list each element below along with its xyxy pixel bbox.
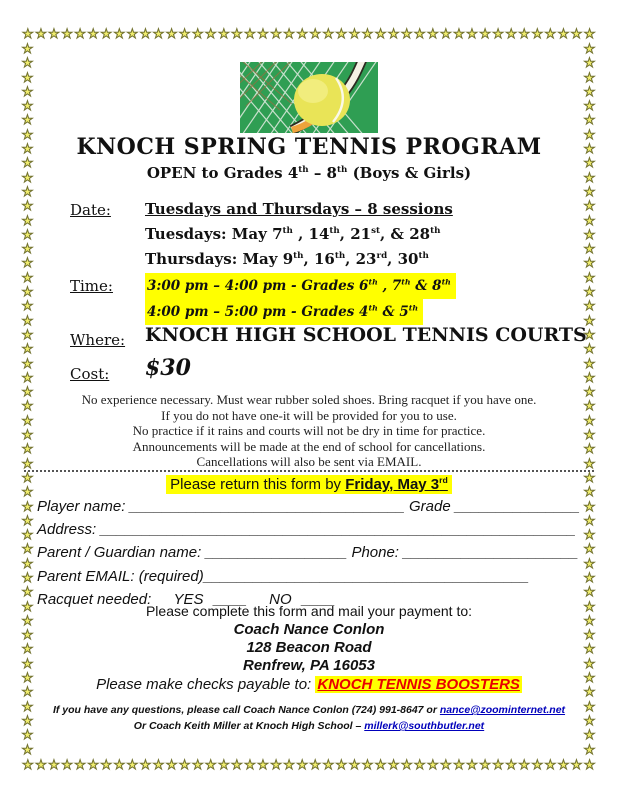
star-icon: ★ — [583, 41, 596, 56]
star-icon: ★ — [583, 112, 596, 128]
star-icon: ★ — [100, 26, 113, 41]
star-icon: ★ — [126, 757, 139, 772]
star-icon: ★ — [583, 55, 596, 71]
mail-city: Renfrew, PA 16053 — [242, 657, 375, 674]
star-icon: ★ — [21, 255, 34, 271]
star-icon: ★ — [191, 26, 204, 41]
star-icon: ★ — [348, 26, 361, 41]
star-icon: ★ — [21, 698, 34, 714]
star-icon: ★ — [453, 26, 465, 41]
mail-street: 128 Beacon Road — [246, 639, 372, 656]
time-label: Time: — [70, 277, 113, 295]
star-icon: ★ — [335, 757, 348, 772]
star-icon: ★ — [21, 612, 34, 628]
star-icon: ★ — [21, 641, 34, 657]
star-icon: ★ — [583, 484, 596, 500]
star-icon: ★ — [453, 757, 465, 772]
star-icon: ★ — [309, 26, 322, 41]
star-icon: ★ — [296, 757, 308, 772]
contact-1-text: If you have any questions, please call Coach Nance Conlon (724) 991-8647 or — [52, 704, 440, 716]
star-icon: ★ — [21, 212, 34, 228]
yes-field: ____ — [213, 590, 247, 608]
star-icon: ★ — [152, 757, 165, 772]
star-icon: ★ — [21, 712, 34, 728]
star-icon: ★ — [48, 757, 60, 772]
star-icon: ★ — [544, 757, 557, 772]
star-icon: ★ — [21, 241, 34, 257]
star-icon: ★ — [583, 398, 596, 414]
star-icon: ★ — [583, 126, 596, 142]
checks-payee: KNOCH TENNIS BOOSTERS — [317, 676, 520, 693]
star-icon: ★ — [531, 757, 544, 772]
star-icon: ★ — [21, 83, 34, 99]
star-icon: ★ — [165, 26, 178, 41]
star-icon: ★ — [583, 641, 596, 657]
note-line: Announcements will be made at the end of school for cancellations. — [132, 438, 486, 454]
star-icon: ★ — [283, 26, 295, 41]
star-icon: ★ — [21, 69, 34, 85]
star-icon: ★ — [21, 141, 34, 157]
star-icon: ★ — [21, 441, 34, 457]
star-icon: ★ — [583, 341, 596, 357]
star-icon: ★ — [21, 183, 34, 199]
star-icon: ★ — [583, 727, 596, 743]
star-icon: ★ — [583, 455, 596, 471]
star-icon: ★ — [440, 757, 452, 772]
star-icon: ★ — [283, 757, 295, 772]
star-border-top — [22, 27, 596, 40]
star-icon: ★ — [583, 584, 596, 600]
mail-name: Coach Nance Conlon — [233, 621, 385, 638]
star-icon: ★ — [570, 757, 583, 772]
star-icon: ★ — [583, 469, 596, 485]
star-icon: ★ — [204, 26, 217, 41]
phone-field: _____________________ — [403, 544, 579, 562]
star-icon: ★ — [322, 757, 335, 772]
address-line — [37, 518, 580, 541]
star-icon: ★ — [21, 469, 34, 485]
star-icon: ★ — [583, 83, 596, 99]
star-icon: ★ — [583, 255, 596, 271]
star-icon: ★ — [21, 155, 34, 171]
star-icon: ★ — [21, 126, 34, 142]
star-icon: ★ — [100, 757, 113, 772]
contact-2-text: Or Coach Keith Miller at Knoch High School – — [133, 720, 365, 732]
star-icon: ★ — [87, 26, 99, 41]
star-icon: ★ — [413, 26, 426, 41]
star-icon: ★ — [48, 26, 60, 41]
star-icon: ★ — [583, 527, 596, 543]
star-icon: ★ — [21, 341, 34, 357]
star-icon: ★ — [583, 512, 596, 528]
mail-instruction: Please complete this form and mail your payment to: — [145, 603, 473, 619]
no-label: NO — [269, 590, 292, 608]
star-icon: ★ — [22, 757, 34, 772]
page-title: KNOCH SPRING TENNIS PROGRAM — [76, 134, 542, 160]
time-slot-older: 3:00 pm – 4:00 pm - Grades 6th , 7th & 8th — [145, 273, 456, 299]
star-icon: ★ — [492, 757, 504, 772]
star-icon: ★ — [583, 26, 596, 41]
star-icon: ★ — [21, 98, 34, 114]
star-icon: ★ — [583, 284, 596, 300]
star-icon: ★ — [361, 757, 374, 772]
grade-field: _______________ — [454, 498, 581, 515]
star-icon: ★ — [21, 412, 34, 428]
star-icon: ★ — [583, 326, 596, 342]
star-icon: ★ — [21, 269, 34, 285]
time-slot-younger: 4:00 pm – 5:00 pm - Grades 4th & 5th — [145, 299, 423, 325]
star-icon: ★ — [400, 757, 413, 772]
star-icon: ★ — [583, 226, 596, 242]
star-icon: ★ — [21, 226, 34, 242]
yes-label: YES — [173, 590, 204, 608]
star-icon: ★ — [74, 757, 86, 772]
star-icon: ★ — [21, 384, 34, 400]
nance-email-link[interactable]: nance@zoominternet.net — [439, 704, 566, 716]
star-icon: ★ — [544, 26, 557, 41]
star-icon: ★ — [21, 427, 34, 443]
star-icon: ★ — [21, 498, 34, 514]
star-icon: ★ — [165, 757, 178, 772]
dotted-divider — [24, 470, 594, 472]
star-icon: ★ — [505, 26, 517, 41]
star-icon: ★ — [21, 41, 34, 56]
where-label: Where: — [70, 331, 126, 349]
star-icon: ★ — [374, 757, 387, 772]
parent-email-field: _______________________________________ — [203, 567, 530, 585]
star-icon: ★ — [21, 569, 34, 585]
star-icon: ★ — [244, 26, 256, 41]
star-icon: ★ — [191, 757, 204, 772]
no-field: ____ — [301, 590, 336, 608]
program-notes — [0, 392, 618, 470]
star-icon: ★ — [257, 757, 269, 772]
star-icon: ★ — [270, 757, 282, 772]
star-icon: ★ — [204, 757, 217, 772]
star-icon: ★ — [21, 655, 34, 671]
star-icon: ★ — [21, 727, 34, 743]
star-icon: ★ — [583, 684, 596, 700]
star-icon: ★ — [426, 26, 439, 41]
star-icon: ★ — [518, 757, 531, 772]
return-deadline-line — [0, 476, 618, 493]
star-icon: ★ — [583, 298, 596, 314]
star-icon: ★ — [583, 183, 596, 199]
star-icon: ★ — [583, 670, 596, 686]
note-line: No experience necessary. Must wear rubber soled shoes. Bring racquet if you have one. — [81, 392, 537, 407]
star-icon: ★ — [466, 26, 478, 41]
star-icon: ★ — [583, 555, 596, 571]
star-icon: ★ — [387, 26, 400, 41]
contact-line-1 — [0, 704, 618, 716]
star-icon: ★ — [466, 757, 478, 772]
star-icon: ★ — [21, 312, 34, 328]
star-icon: ★ — [583, 384, 596, 400]
star-icon: ★ — [244, 757, 256, 772]
star-icon: ★ — [21, 398, 34, 414]
star-icon: ★ — [583, 155, 596, 171]
star-icon: ★ — [479, 26, 491, 41]
return-prefix: Please return this form by — [170, 476, 346, 493]
date-tuesdays: Tuesdays: May 7th , 14th, 21st, & 28th — [145, 225, 441, 243]
star-icon: ★ — [296, 26, 308, 41]
racquet-needed-label: Racquet needed: — [37, 590, 152, 608]
star-icon: ★ — [583, 569, 596, 585]
star-icon: ★ — [479, 757, 491, 772]
star-icon: ★ — [61, 26, 73, 41]
note-line: If you do not have one-it will be provided for you to use. — [161, 407, 457, 423]
star-icon: ★ — [583, 198, 596, 214]
star-icon: ★ — [387, 757, 400, 772]
star-icon: ★ — [231, 757, 243, 772]
star-icon: ★ — [87, 757, 99, 772]
star-icon: ★ — [583, 355, 596, 371]
star-icon: ★ — [400, 26, 413, 41]
star-icon: ★ — [113, 26, 126, 41]
parent-email-line — [37, 565, 580, 588]
star-icon: ★ — [583, 141, 596, 157]
star-icon: ★ — [217, 757, 230, 772]
star-icon: ★ — [21, 627, 34, 643]
star-icon: ★ — [35, 757, 47, 772]
date-header: Tuesdays and Thursdays – 8 sessions — [145, 200, 453, 218]
star-icon: ★ — [21, 198, 34, 214]
star-border-bottom — [22, 758, 596, 771]
star-icon: ★ — [139, 26, 152, 41]
star-icon: ★ — [21, 484, 34, 500]
star-icon: ★ — [531, 26, 544, 41]
star-icon: ★ — [583, 741, 596, 757]
star-icon: ★ — [21, 326, 34, 342]
star-icon: ★ — [583, 498, 596, 514]
star-icon: ★ — [583, 598, 596, 614]
star-icon: ★ — [570, 26, 583, 41]
player-name-label: Player name: — [37, 498, 126, 515]
note-line: No practice if it rains and courts will not be dry in time for practice. — [132, 423, 486, 439]
date-label: Date: — [70, 201, 111, 219]
star-icon: ★ — [126, 26, 139, 41]
star-icon: ★ — [583, 212, 596, 228]
star-icon: ★ — [178, 26, 191, 41]
star-icon: ★ — [583, 612, 596, 628]
address-label: Address: — [37, 521, 97, 539]
star-icon: ★ — [440, 26, 452, 41]
star-icon: ★ — [21, 284, 34, 300]
star-icon: ★ — [21, 55, 34, 71]
star-icon: ★ — [583, 698, 596, 714]
star-icon: ★ — [583, 269, 596, 285]
star-icon: ★ — [557, 757, 570, 772]
where-value: KNOCH HIGH SCHOOL TENNIS COURTS — [145, 324, 587, 346]
star-icon: ★ — [35, 26, 47, 41]
star-icon: ★ — [322, 26, 335, 41]
star-icon: ★ — [583, 412, 596, 428]
star-icon: ★ — [583, 655, 596, 671]
star-icon: ★ — [583, 441, 596, 457]
star-icon: ★ — [21, 455, 34, 471]
checks-payable-line — [0, 676, 618, 693]
cost-value: $30 — [145, 355, 191, 381]
star-icon: ★ — [257, 26, 269, 41]
star-icon: ★ — [583, 169, 596, 185]
cost-label: Cost: — [70, 365, 110, 383]
guardian-line — [37, 541, 580, 564]
star-icon: ★ — [505, 757, 517, 772]
registration-form — [37, 495, 580, 611]
star-icon: ★ — [557, 26, 570, 41]
date-details — [145, 197, 453, 272]
star-icon: ★ — [21, 584, 34, 600]
star-icon: ★ — [178, 757, 191, 772]
address-field: _________________________________________________________ — [100, 521, 576, 539]
star-icon: ★ — [583, 757, 596, 772]
star-icon: ★ — [21, 369, 34, 385]
star-icon: ★ — [61, 757, 73, 772]
star-icon: ★ — [21, 512, 34, 528]
star-icon: ★ — [21, 527, 34, 543]
star-icon: ★ — [492, 26, 504, 41]
star-icon: ★ — [152, 26, 165, 41]
guardian-field: _________________ — [205, 544, 348, 562]
tennis-ball-highlight — [298, 79, 328, 103]
star-icon: ★ — [583, 369, 596, 385]
star-icon: ★ — [231, 26, 243, 41]
star-icon: ★ — [583, 541, 596, 557]
star-icon: ★ — [21, 555, 34, 571]
star-icon: ★ — [518, 26, 531, 41]
star-icon: ★ — [21, 169, 34, 185]
parent-email-label: Parent EMAIL: (required) — [37, 567, 204, 585]
star-icon: ★ — [426, 757, 439, 772]
star-icon: ★ — [139, 757, 152, 772]
star-icon: ★ — [21, 684, 34, 700]
star-icon: ★ — [21, 298, 34, 314]
star-icon: ★ — [361, 26, 374, 41]
date-thursdays: Thursdays: May 9th, 16th, 23rd, 30th — [145, 250, 429, 268]
miller-email-link[interactable]: millerk@southbutler.net — [364, 720, 485, 732]
star-icon: ★ — [21, 355, 34, 371]
star-icon: ★ — [374, 26, 387, 41]
phone-label: Phone: — [351, 544, 399, 562]
star-icon: ★ — [217, 26, 230, 41]
note-line: Cancellations will also be sent via EMAIL. — [196, 454, 422, 470]
star-icon: ★ — [21, 670, 34, 686]
star-icon: ★ — [74, 26, 86, 41]
star-icon: ★ — [270, 26, 282, 41]
star-icon: ★ — [583, 427, 596, 443]
star-icon: ★ — [413, 757, 426, 772]
star-icon: ★ — [583, 627, 596, 643]
page-subtitle: OPEN to Grades 4th – 8th (Boys & Girls) — [146, 164, 472, 182]
star-icon: ★ — [583, 98, 596, 114]
star-icon: ★ — [21, 541, 34, 557]
star-icon: ★ — [583, 241, 596, 257]
return-deadline: Friday, May 3rd — [345, 475, 448, 493]
player-name-line — [37, 495, 580, 518]
star-icon: ★ — [22, 26, 34, 41]
star-icon: ★ — [583, 312, 596, 328]
star-icon: ★ — [583, 69, 596, 85]
star-icon: ★ — [583, 712, 596, 728]
checks-prefix: Please make checks payable to: — [96, 676, 316, 693]
tennis-racquet-ball-photo — [240, 62, 378, 133]
guardian-label: Parent / Guardian name: — [37, 544, 202, 562]
star-icon: ★ — [335, 26, 348, 41]
star-icon: ★ — [348, 757, 361, 772]
time-details — [145, 273, 456, 325]
contact-line-2 — [0, 720, 618, 732]
grade-label: Grade — [409, 498, 451, 515]
star-icon: ★ — [113, 757, 126, 772]
star-icon: ★ — [21, 598, 34, 614]
star-icon: ★ — [21, 741, 34, 757]
star-icon: ★ — [21, 112, 34, 128]
player-name-field: _________________________________ — [129, 498, 405, 515]
star-icon: ★ — [309, 757, 322, 772]
